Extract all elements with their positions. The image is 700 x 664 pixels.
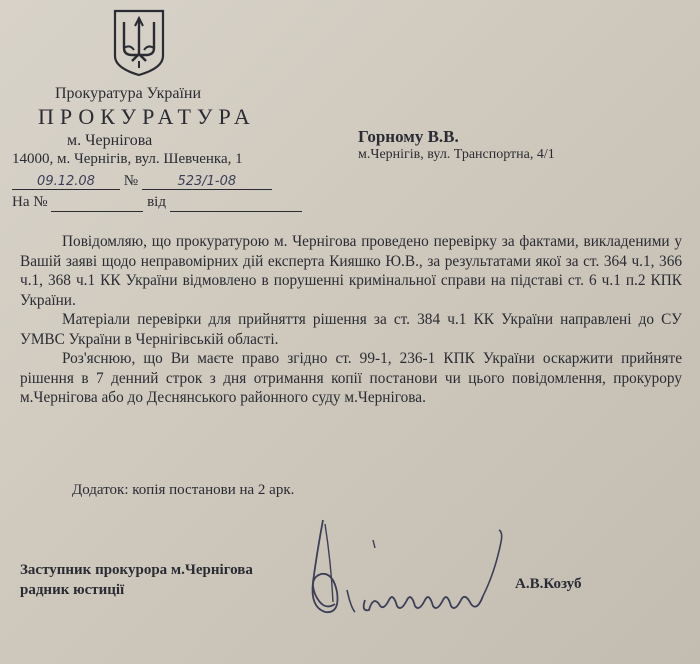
recipient-name: Горному В.В.: [358, 127, 459, 146]
reference-label: На №: [12, 194, 48, 210]
attachment-note: Додаток: копія постанови на 2 арк.: [72, 482, 295, 498]
body-paragraph: Повідомляю, що прокуратурою м. Чернігова проведено перевірку за фактами, викладеними у Вашій заяві щодо неправомірних дій експерта Кияшко Ю.В., за результатами якої за ст. 364 ч.1, 366 ч.1, 368 ч.1 КК України відмовлено в порушенні кримінальної справи на підставі ст. 6 ч.1 п.2 КПК України.: [20, 233, 682, 309]
registration-date: 09.12.08: [12, 174, 120, 190]
handwritten-signature-icon: [295, 512, 520, 632]
sender-title: ПРОКУРАТУРА: [38, 104, 256, 129]
letter-body: [20, 232, 682, 408]
registration-line: [12, 173, 272, 190]
body-paragraph: Матеріали перевірки для прийняття рішення за ст. 384 ч.1 КК України направлені до СУ УМВС України в Чернігівській області.: [20, 311, 682, 348]
recipient-address: м.Чернігів, вул. Транспортна, 4/1: [358, 147, 555, 162]
sender-address: 14000, м. Чернігів, вул. Шевченка, 1: [12, 151, 243, 167]
sender-line-1: Прокуратура України: [55, 85, 202, 102]
reference-date-blank: [170, 194, 302, 212]
body-paragraph: Роз'яснюю, що Ви маєте право згідно ст. 99-1, 236-1 КПК України оскаржити прийняте рішення в 7 денний строк з дня отримання копії постанови чи цього повідомлення, прокурору м.Чернігова або до Деснянського районного суду м.Чернігова.: [20, 350, 682, 406]
registration-number: 523/1-08: [142, 174, 272, 190]
reference-line: [12, 194, 302, 212]
reference-blank: [51, 194, 143, 212]
signatory-rank: радник юстиції: [20, 582, 125, 598]
registration-number-label: №: [123, 173, 139, 189]
sender-city: м. Чернігова: [67, 132, 153, 149]
signatory-position: Заступник прокурора м.Чернігова: [20, 562, 253, 578]
signatory-name: А.В.Козуб: [515, 576, 582, 592]
reference-from-label: від: [147, 194, 166, 210]
trident-emblem-icon: [110, 8, 168, 78]
